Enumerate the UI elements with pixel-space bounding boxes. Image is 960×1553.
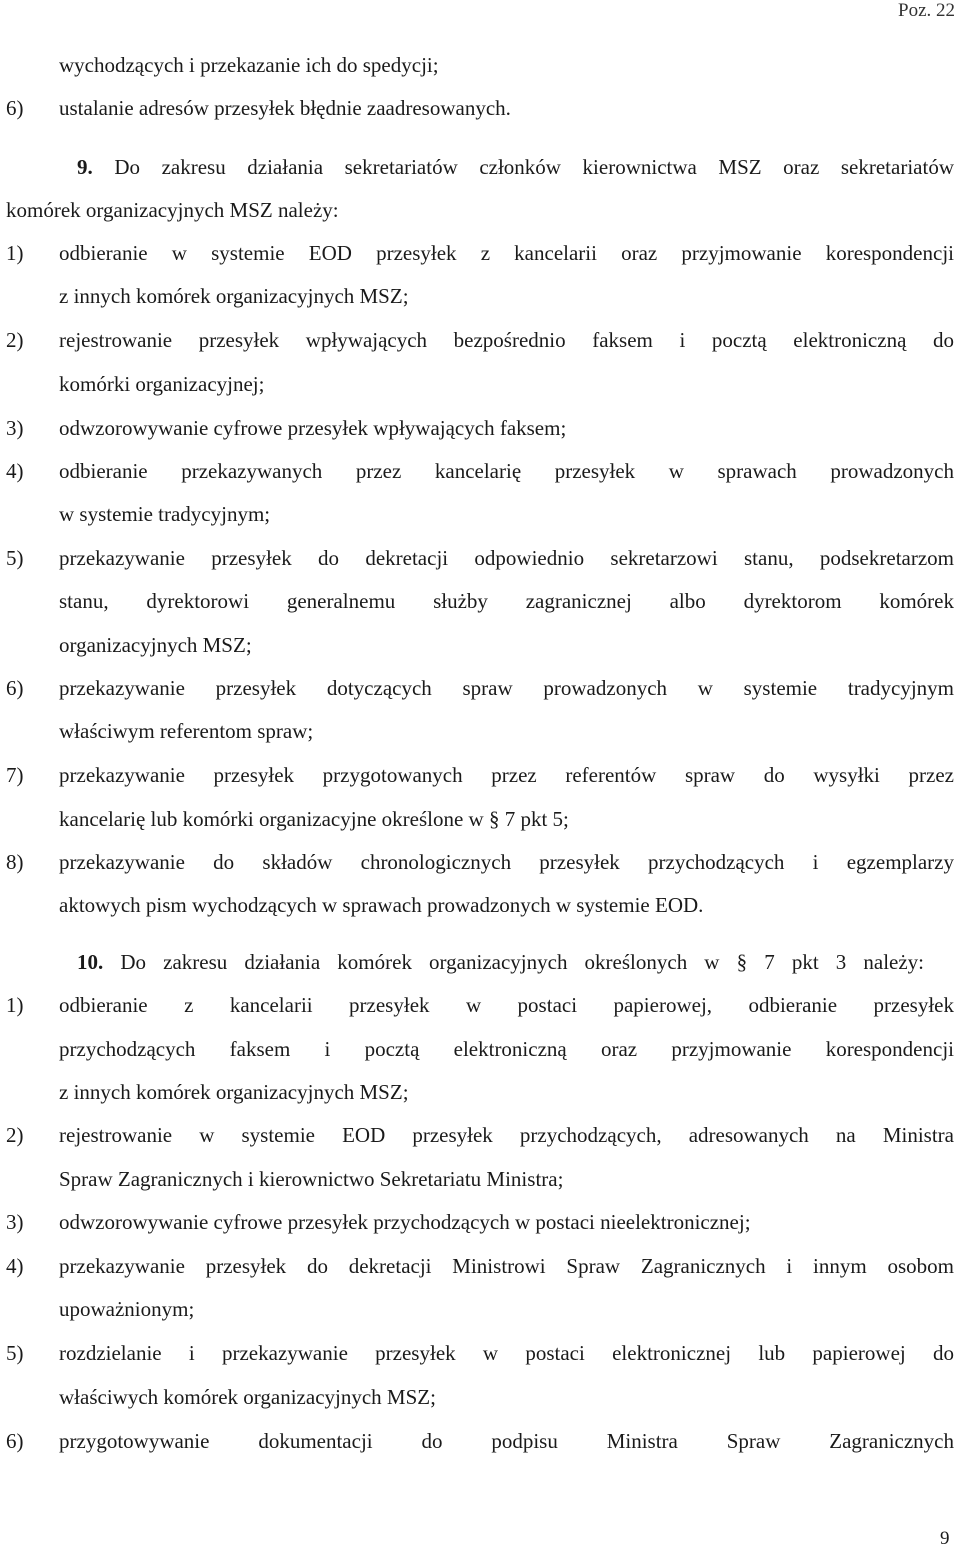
list-item-line: z innych komórek organizacyjnych MSZ; (59, 284, 409, 308)
list-item-line: Spraw Zagranicznych i kierownictwo Sekretariatu Ministra; (59, 1167, 564, 1191)
section-number: 9. (77, 155, 93, 179)
list-number: 6) (6, 96, 24, 120)
list-item-line: odbieranie przekazywanych przez kancelarię przesyłek w sprawach prowadzonych (59, 459, 954, 483)
section-9-intro: 9. Do zakresu działania sekretariatów członków kierownictwa MSZ oraz sekretariatów (77, 155, 954, 179)
list-item-line: przekazywanie do składów chronologicznych przesyłek przychodzących i egzemplarzy (59, 850, 954, 874)
list-number: 3) (6, 416, 24, 440)
page-number: 9 (940, 1528, 950, 1549)
list-item-line: upoważnionym; (59, 1297, 195, 1321)
list-number: 1) (6, 993, 24, 1017)
section-10-intro: 10. Do zakresu działania komórek organizacyjnych określonych w § 7 pkt 3 należy: (77, 950, 925, 974)
list-item-line: rejestrowanie w systemie EOD przesyłek przychodzących, adresowanych na Ministra (59, 1123, 954, 1147)
section-number: 10. (77, 950, 104, 974)
list-item-line: właściwych komórek organizacyjnych MSZ; (59, 1385, 436, 1409)
list-text: ustalanie adresów przesyłek błędnie zaadresowanych. (59, 96, 511, 120)
list-number: 2) (6, 1123, 24, 1147)
list-number: 3) (6, 1210, 24, 1234)
list-item-line: komórki organizacyjnej; (59, 372, 265, 396)
list-number: 6) (6, 676, 24, 700)
list-item-line: w systemie tradycyjnym; (59, 502, 271, 526)
list-item-line: kancelarię lub komórki organizacyjne określone w § 7 pkt 5; (59, 807, 569, 831)
list-item-line: organizacyjnych MSZ; (59, 633, 252, 657)
list-item-line: przekazywanie przesyłek do dekretacji Ministrowi Spraw Zagranicznych i innym osobom (59, 1254, 954, 1278)
list-item-line: odwzorowywanie cyfrowe przesyłek wpływających faksem; (59, 416, 567, 440)
list-number: 6) (6, 1429, 24, 1453)
list-number: 4) (6, 1254, 24, 1278)
list-item-line: stanu, dyrektorowi generalnemu służby zagranicznej albo dyrektorom komórek (59, 589, 954, 613)
list-number: 5) (6, 1341, 24, 1365)
list-number: 8) (6, 850, 24, 874)
list-item-line: właściwym referentom spraw; (59, 719, 314, 743)
list-item-line: odwzorowywanie cyfrowe przesyłek przychodzących w postaci nieelektronicznej; (59, 1210, 751, 1234)
list-item-line: z innych komórek organizacyjnych MSZ; (59, 1080, 409, 1104)
list-item-line: odbieranie w systemie EOD przesyłek z kancelarii oraz przyjmowanie korespondencji (59, 241, 954, 265)
list-item-line: przekazywanie przesyłek do dekretacji odpowiednio sekretarzowi stanu, podsekretarzom (59, 546, 954, 570)
list-item-line: rejestrowanie przesyłek wpływających bezpośrednio faksem i pocztą elektroniczną do (59, 328, 954, 352)
section-9-intro-cont: komórek organizacyjnych MSZ należy: (6, 198, 339, 222)
list-item-line: przekazywanie przesyłek przygotowanych przez referentów spraw do wysyłki przez (59, 763, 954, 787)
continuation-line: wychodzących i przekazanie ich do spedycji; (59, 53, 439, 77)
list-number: 4) (6, 459, 24, 483)
list-item-line: przychodzących faksem i pocztą elektroniczną oraz przyjmowanie korespondencji (59, 1037, 954, 1061)
list-number: 7) (6, 763, 24, 787)
list-item-line: przygotowywanie dokumentacji do podpisu Ministra Spraw Zagranicznych (59, 1429, 954, 1453)
list-item-line: przekazywanie przesyłek dotyczących spraw prowadzonych w systemie tradycyjnym (59, 676, 954, 700)
list-number: 2) (6, 328, 24, 352)
list-item-line: aktowych pism wychodzących w sprawach prowadzonych w systemie EOD. (59, 893, 704, 917)
list-item-line: odbieranie z kancelarii przesyłek w postaci papierowej, odbieranie przesyłek (59, 993, 954, 1017)
list-number: 5) (6, 546, 24, 570)
list-item-line: rozdzielanie i przekazywanie przesyłek w postaci elektronicznej lub papierowej do (59, 1341, 954, 1365)
page-position-label: Poz. 22 (898, 0, 955, 21)
list-number: 1) (6, 241, 24, 265)
